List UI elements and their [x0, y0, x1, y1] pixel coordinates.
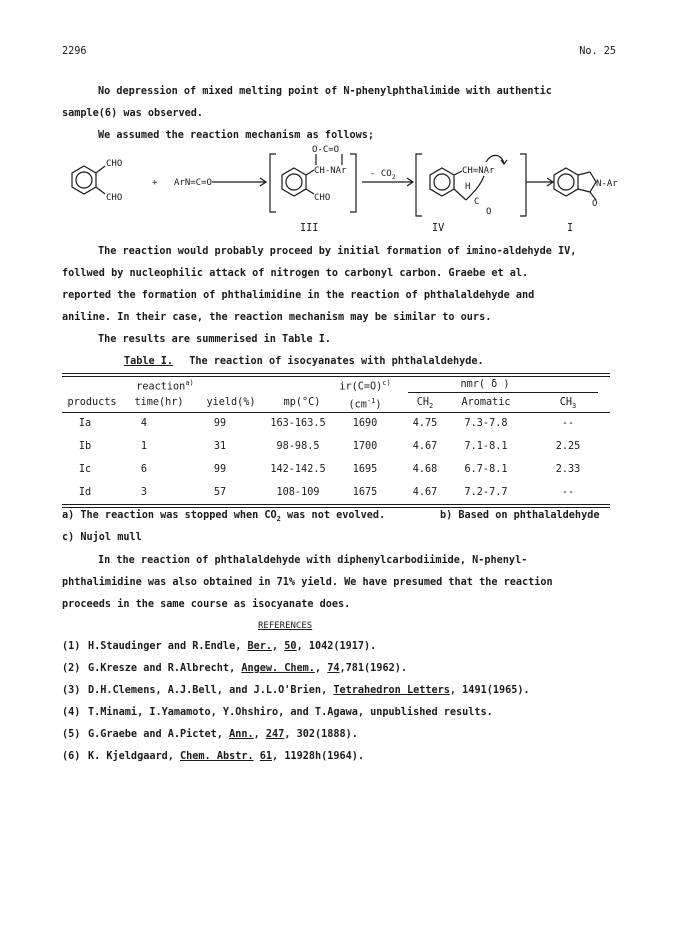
bracket-iii-left: [270, 154, 276, 212]
header-time: time(hr): [134, 397, 184, 408]
paragraph-3-line-2: follwed by nucleophilic attack of nitrogen to carbonyl carbon. Graebe et al.: [62, 268, 529, 279]
table-row-ic-yield: 99: [213, 464, 227, 475]
table-row-ia-ir: 1690: [352, 418, 378, 429]
table-caption: [124, 356, 484, 367]
table-title: The reaction of isocyanates with phthalaldehyde.: [189, 356, 484, 367]
reference-5: (5) G.Graebe and A.Pictet, Ann., 247, 302(1888).: [62, 729, 358, 740]
footnote-a: a) The reaction was stopped when $CO_2$ was not evolved.: [62, 510, 386, 524]
footnote-b: b) Based on phthalaldehyde: [440, 510, 600, 521]
table-row-id-product: Id: [78, 487, 92, 498]
carbon-label: C: [474, 197, 480, 207]
table-row-ia-time: 4: [140, 418, 148, 429]
table-row-ia-mp: 163-163.5: [270, 418, 326, 429]
header-reaction: reaction$^{a)}$: [136, 379, 194, 393]
paragraph-3-line-1: The reaction would probably proceed by initial formation of imino-aldehyde IV,: [98, 246, 577, 257]
table-row-ic-ch3: 2.33: [555, 464, 581, 475]
header-cm: $(cm^{-1})$: [348, 397, 382, 411]
table-row-ib-aromatic: 7.1-8.1: [464, 441, 508, 452]
table-label: Table I.: [124, 356, 174, 367]
carbamate-top-label: O-C=O: [312, 145, 340, 155]
table-row-ib-ch3: 2.25: [555, 441, 581, 452]
plus-sign: +: [152, 178, 158, 188]
references-heading: REFERENCES: [258, 621, 313, 631]
table-row-ib-ir: 1700: [352, 441, 378, 452]
product-oxygen-label: O: [592, 199, 598, 209]
table-row-ic-ir: 1695: [352, 464, 378, 475]
product-n-ar-label: N-Ar: [596, 179, 618, 189]
header-ch2: $CH_2$: [416, 397, 434, 411]
reference-2: (2) G.Kresze and R.Albrecht, Angew. Chem., 74,781(1962).: [62, 663, 407, 674]
reference-3: (3) D.H.Clemens, A.J.Bell, and J.L.O'Brien, Tetrahedron Letters, 1491(1965).: [62, 685, 530, 696]
table-row-id-ir: 1675: [352, 487, 378, 498]
header-ch3: $CH_3$: [559, 397, 577, 411]
table-row-ia-yield: 99: [213, 418, 227, 429]
table-row-ic-time: 6: [140, 464, 148, 475]
label-iii: III: [300, 223, 319, 234]
issue-number: No. 25: [579, 46, 616, 57]
paragraph-1-line-1: No depression of mixed melting point of N-phenylphthalimide with authentic: [98, 86, 552, 97]
table-row-ic-product: Ic: [78, 464, 92, 475]
table-row-ib-yield: 31: [213, 441, 227, 452]
label-i: I: [567, 223, 574, 234]
table-row-ib-time: 1: [140, 441, 148, 452]
table-bottom-rule-2: [62, 507, 610, 508]
table-row-ib-product: Ib: [78, 441, 92, 452]
paragraph-5-line-3: proceeds in the same course as isocyanate does.: [62, 599, 351, 610]
cho-top-label: CHO: [106, 159, 123, 169]
nmr-header-rule: [408, 392, 598, 393]
table-row-ic-aromatic: 6.7-8.1: [464, 464, 508, 475]
label-iv: IV: [432, 223, 445, 234]
paragraph-4: The results are summerised in Table I.: [98, 334, 332, 345]
paragraph-1-line-2: sample(6) was observed.: [62, 108, 204, 119]
bracket-iv-left: [416, 154, 422, 216]
header-mp: mp(°C): [283, 397, 321, 408]
header-products: products: [67, 397, 117, 408]
table-row-id-aromatic: 7.2-7.7: [464, 487, 508, 498]
table-row-ia-ch3: --: [561, 418, 575, 429]
lactam-ring: [578, 172, 596, 192]
table-row-ib-ch2: 4.67: [412, 441, 438, 452]
header-nmr: nmr( δ ): [460, 379, 510, 390]
page-number: 2296: [62, 46, 87, 57]
header-yield: yield(%): [206, 397, 256, 408]
imine-label: CH=NAr: [462, 166, 495, 176]
oxygen-label: O: [486, 207, 492, 217]
reaction-scheme: [62, 142, 622, 232]
bracket-iii-right: [350, 154, 356, 212]
table-row-ic-ch2: 4.68: [412, 464, 438, 475]
reference-1: (1) H.Staudinger and R.Endle, Ber., 50, 1042(1917).: [62, 641, 377, 652]
bracket-iv-right: [520, 154, 526, 216]
paragraph-3-line-3: reported the formation of phthalimidine in the reaction of phthalaldehyde and: [62, 290, 535, 301]
h-label: H: [465, 182, 471, 192]
co2-loss-label: - $CO_2$: [370, 169, 396, 181]
table-row-ic-mp: 142-142.5: [270, 464, 326, 475]
carbamate-cho-label: CHO: [314, 193, 331, 203]
table-row-id-ch2: 4.67: [412, 487, 438, 498]
table-row-ib-mp: 98-98.5: [276, 441, 320, 452]
reference-4: (4) T.Minami, I.Yamamoto, Y.Ohshiro, and T.Agawa, unpublished results.: [62, 707, 493, 718]
table-header-rule: [62, 412, 610, 413]
table-top-rule-2: [62, 376, 610, 377]
table-row-id-yield: 57: [213, 487, 227, 498]
paragraph-5-line-1: In the reaction of phthalaldehyde with diphenylcarbodiimide, N-phenyl-: [98, 555, 528, 566]
table-row-id-ch3: --: [561, 487, 575, 498]
table-top-rule: [62, 373, 610, 374]
table-row-ia-product: Ia: [78, 418, 92, 429]
header-aromatic: Aromatic: [461, 397, 511, 408]
footnote-c: c) Nujol mull: [62, 532, 142, 543]
table-row-id-mp: 108-109: [276, 487, 320, 498]
isocyanate-label: ArN=C=O: [174, 178, 212, 188]
reference-6: (6) K. Kjeldgaard, Chem. Abstr. 61, 11928h(1964).: [62, 751, 365, 762]
aromatic-circle-1: [76, 172, 92, 188]
carbamate-nh-label: CH-NAr: [314, 166, 347, 176]
table-row-id-time: 3: [140, 487, 148, 498]
paragraph-2: We assumed the reaction mechanism as follows;: [98, 130, 375, 141]
cho-bottom-label: CHO: [106, 193, 123, 203]
table-bottom-rule: [62, 504, 610, 505]
paragraph-3-line-4: aniline. In their case, the reaction mechanism may be similar to ours.: [62, 312, 492, 323]
header-ir: ir(C=O)$^{c)}$: [339, 379, 391, 393]
table-row-ia-aromatic: 7.3-7.8: [464, 418, 508, 429]
paragraph-5-line-2: phthalimidine was also obtained in 71% yield. We have presumed that the reaction: [62, 577, 553, 588]
table-row-ia-ch2: 4.75: [412, 418, 438, 429]
